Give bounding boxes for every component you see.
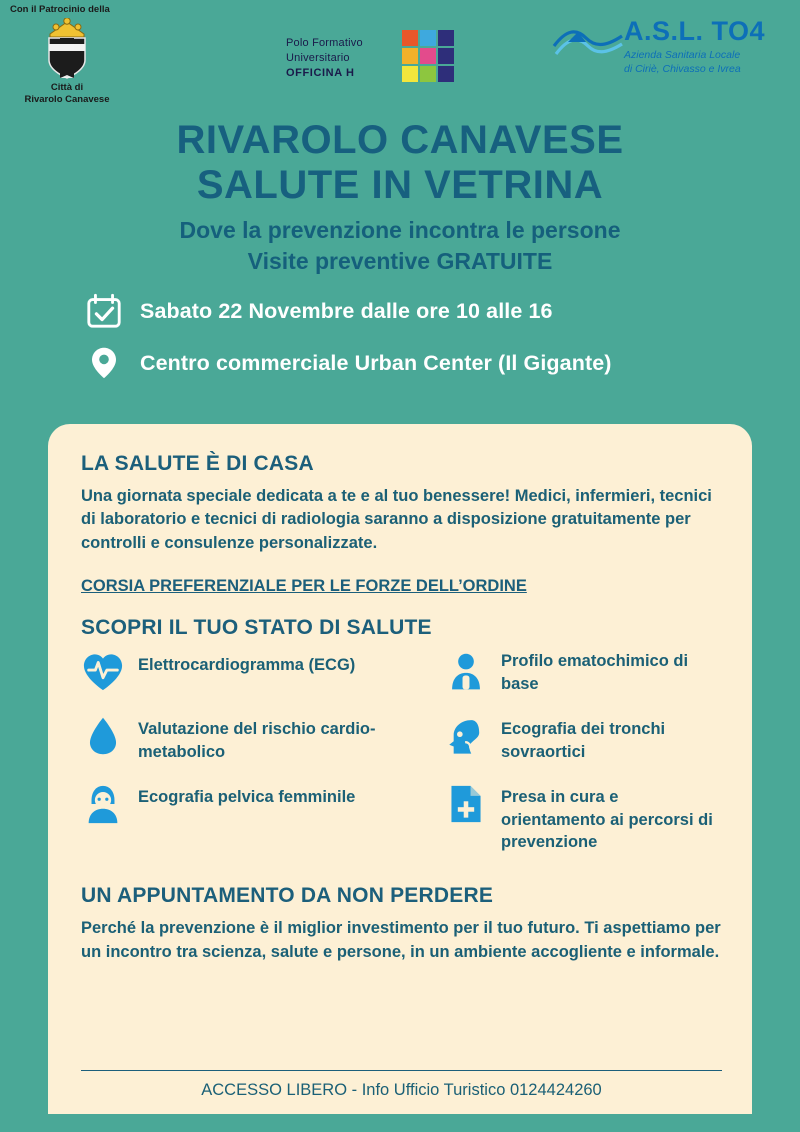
service-item bbox=[81, 712, 436, 764]
officina-h-squares-icon bbox=[402, 30, 472, 82]
service-label: Ecografia dei tronchi sovraortici bbox=[501, 720, 666, 762]
female-person-icon bbox=[81, 780, 125, 828]
calendar-check-icon bbox=[84, 291, 124, 331]
section-body-appuntamento: Perché la prevenzione è il miglior investimento per il tuo futuro. Ti aspettiamo per un incontro tra scienza, salute e persone, in un ambiente accogliente e informale. bbox=[81, 919, 721, 961]
polo-line-2: Universitario bbox=[286, 51, 350, 64]
patrocinio-label: Con il Patrocinio della bbox=[10, 4, 110, 15]
event-details bbox=[84, 291, 800, 383]
service-label: Profilo ematochimico di base bbox=[501, 652, 689, 694]
asl-subtitle-line2: di Ciriè, Chivasso e Ivrea bbox=[624, 63, 741, 76]
poster-header bbox=[0, 0, 800, 112]
service-item bbox=[436, 648, 722, 696]
section-body-salute-di-casa: Una giornata speciale dedicata a te e al tuo benessere! Medici, infermieri, tecnici di laboratorio e tecnici di radiologia saranno a disposizione gratuitamente per controlli e consulenze personalizzate. bbox=[81, 487, 712, 552]
services-column-right bbox=[436, 648, 722, 870]
corsia-preferenziale-note: CORSIA PREFERENZIALE PER LE FORZE DELL’ORDINE bbox=[81, 577, 527, 596]
section-title-scopri-stato-salute: SCOPRI IL TUO STATO DI SALUTE bbox=[81, 616, 432, 640]
poster-title-block bbox=[0, 118, 800, 277]
polo-line-1: Polo Formativo bbox=[286, 37, 363, 49]
location-pin-icon bbox=[84, 343, 124, 383]
title-line-2: SALUTE IN VETRINA bbox=[196, 162, 604, 207]
city-name-line1: Città di bbox=[50, 82, 84, 94]
service-item bbox=[81, 780, 436, 828]
title-line-1: RIVAROLO CANAVESE bbox=[176, 118, 624, 162]
head-neck-scan-icon bbox=[444, 712, 488, 760]
city-crest-icon bbox=[44, 18, 90, 80]
service-label: Ecografia pelvica femminile bbox=[138, 787, 356, 806]
heart-pulse-icon bbox=[81, 648, 125, 696]
event-date-row bbox=[84, 291, 800, 331]
lab-tube-person-icon bbox=[444, 648, 488, 696]
services-grid bbox=[81, 648, 722, 870]
event-place-row bbox=[84, 343, 800, 383]
asl-title: A.S.L. TO4 bbox=[624, 16, 766, 46]
polo-formativo-logo bbox=[286, 36, 363, 81]
section-title-salute-di-casa: LA SALUTE È DI CASA bbox=[81, 452, 314, 475]
service-item bbox=[436, 712, 722, 764]
section-title-appuntamento: UN APPUNTAMENTO DA NON PERDERE bbox=[81, 884, 494, 908]
patrocinio-block bbox=[8, 4, 126, 106]
service-item bbox=[81, 648, 436, 696]
info-card bbox=[48, 424, 752, 1114]
subtitle-line-2: Visite preventive GRATUITE bbox=[247, 248, 553, 275]
asl-wave-icon bbox=[552, 24, 624, 58]
document-plus-icon bbox=[444, 780, 488, 828]
blood-drop-icon bbox=[81, 712, 125, 760]
city-name-line2: Rivarolo Canavese bbox=[24, 94, 110, 106]
service-label: Elettrocardiogramma (ECG) bbox=[138, 656, 356, 675]
event-date-text: Sabato 22 Novembre dalle ore 10 alle 16 bbox=[140, 298, 553, 323]
service-label: Presa in cura e orientamento ai percorsi di prevenzione bbox=[501, 787, 713, 852]
asl-to4-logo bbox=[552, 18, 792, 76]
subtitle-line-1: Dove la prevenzione incontra le persone bbox=[179, 216, 621, 243]
service-label: Valutazione del rischio cardio-metabolico bbox=[138, 720, 376, 762]
footer-access-info: ACCESSO LIBERO - Info Ufficio Turistico 0124424260 bbox=[81, 1070, 722, 1100]
service-item bbox=[436, 780, 722, 854]
services-column-left bbox=[81, 648, 436, 870]
polo-line-3: OFFICINA H bbox=[286, 66, 355, 79]
asl-subtitle-line1: Azienda Sanitaria Locale bbox=[624, 49, 741, 61]
event-place-text: Centro commerciale Urban Center (Il Gigante) bbox=[140, 350, 612, 375]
